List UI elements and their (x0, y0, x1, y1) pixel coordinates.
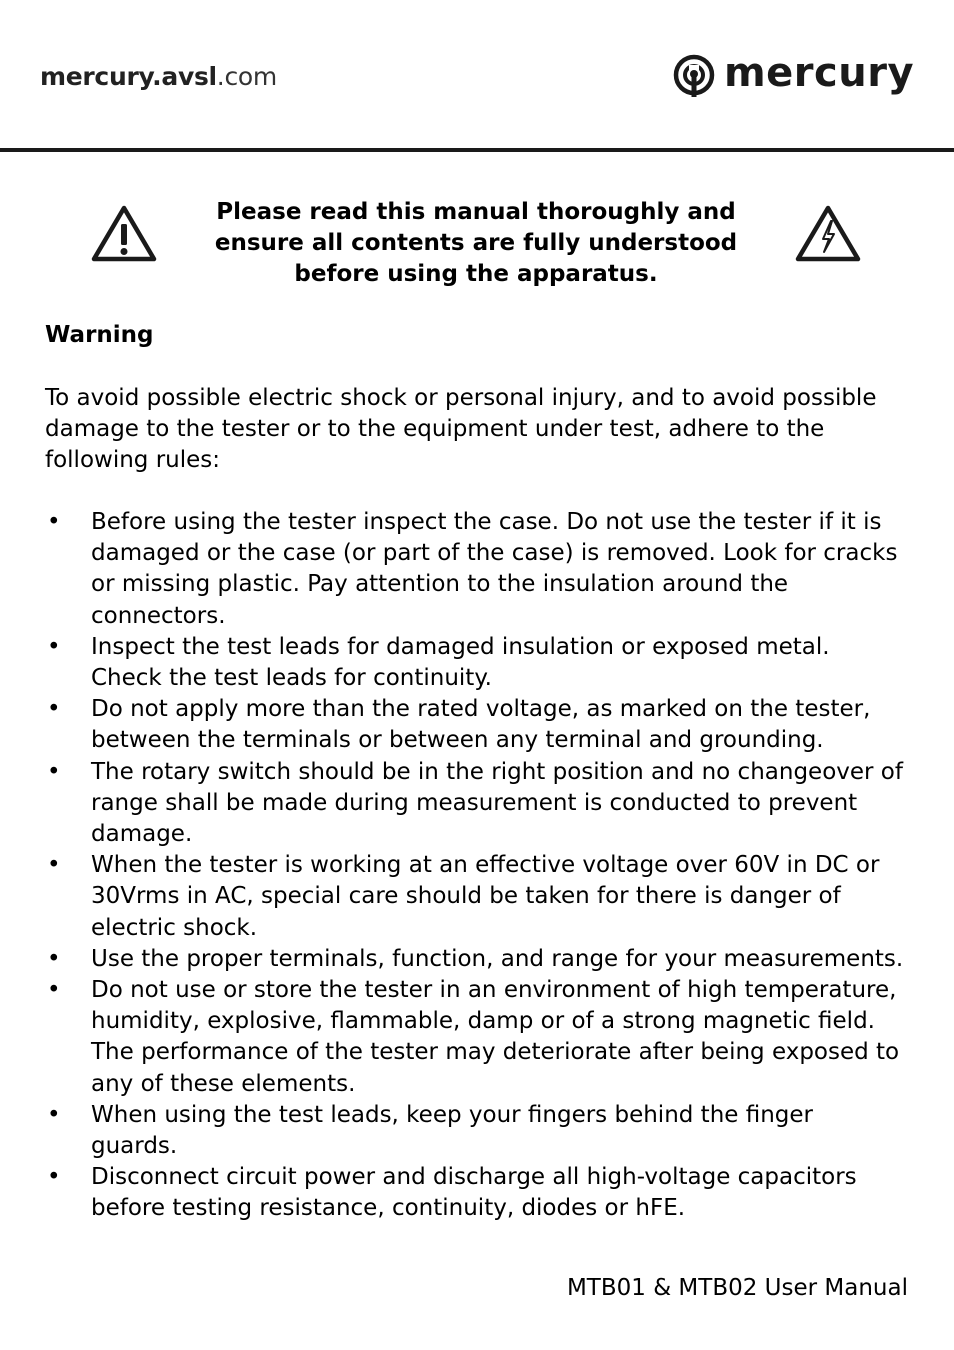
list-item (45, 632, 905, 694)
rule-line: damage. (91, 821, 193, 848)
rule-line: Do not apply more than the rated voltage, as marked on the tester, (91, 696, 871, 723)
rule-line: The performance of the tester may deteriorate after being exposed to (91, 1039, 900, 1066)
list-item (45, 1162, 905, 1224)
bullet: • (47, 945, 61, 972)
bullet: • (47, 1164, 61, 1191)
logo-text: mercury (724, 50, 915, 96)
intro-paragraph (45, 383, 885, 476)
notice-line: ensure all contents are fully understood (214, 230, 738, 256)
list-item (45, 850, 905, 944)
bullet: • (47, 696, 61, 723)
site-url-tld: .com (216, 62, 277, 91)
bullet: • (47, 509, 61, 535)
rule-line: Do not use or store the tester in an environment of high temperature, (91, 977, 897, 1004)
document-footer: MTB01 & MTB02 User Manual (566, 1275, 908, 1301)
rule-line: When using the test leads, keep your fingers behind the finger guards. (91, 1101, 814, 1160)
rule-line: before testing resistance, continuity, diodes or hFE. (91, 1195, 686, 1222)
intro-line: damage to the tester or to the equipment under test, adhere to the (45, 416, 825, 442)
notice-line: Please read this manual thoroughly and (216, 199, 736, 225)
rule-line: Before using the tester inspect the case. Do not use the tester if it is (91, 509, 882, 535)
site-url-domain: mercury.avsl (40, 62, 217, 91)
safety-notice (200, 197, 752, 290)
site-url (40, 62, 277, 91)
mercury-logo-icon (672, 53, 716, 99)
rule-line: range shall be made during measurement is conducted to prevent (91, 789, 858, 816)
list-item (45, 507, 905, 632)
bullet: • (47, 1101, 61, 1128)
list-item (45, 944, 905, 975)
high-voltage-triangle-icon (794, 204, 862, 264)
bullet: • (47, 758, 61, 785)
rule-line: damaged or the case (or part of the case) is removed. Look for cracks (91, 540, 898, 567)
rule-line: connectors. (91, 602, 226, 629)
rule-line: The rotary switch should be in the right position and no changeover of (91, 758, 903, 785)
rule-line: humidity, explosive, flammable, damp or of a strong magnetic field. (91, 1008, 875, 1035)
intro-line: following rules: (45, 447, 221, 473)
rule-line: Disconnect circuit power and discharge all high-voltage capacitors (91, 1164, 857, 1191)
list-item (45, 1100, 905, 1162)
rule-line: any of these elements. (91, 1070, 356, 1097)
rule-line: 30Vrms in AC, special care should be taken for there is danger of (91, 883, 841, 910)
list-item (45, 975, 905, 1100)
mercury-logo (672, 52, 914, 100)
rule-line: Inspect the test leads for damaged insulation or exposed metal. (91, 633, 830, 660)
bullet: • (47, 977, 61, 1004)
rule-line: When the tester is working at an effective voltage over 60V in DC or (91, 852, 880, 879)
list-item (45, 694, 905, 756)
rule-line: or missing plastic. Pay attention to the insulation around the (91, 571, 789, 598)
bullet: • (47, 633, 61, 660)
list-item (45, 757, 905, 851)
rule-line: electric shock. (91, 914, 258, 941)
rule-line: Check the test leads for continuity. (91, 665, 492, 692)
warning-triangle-icon (90, 204, 158, 264)
rule-line: between the terminals or between any terminal and grounding. (91, 727, 824, 754)
notice-line: before using the apparatus. (294, 261, 658, 287)
intro-line: To avoid possible electric shock or personal injury, and to avoid possible (45, 385, 877, 411)
bullet: • (47, 852, 61, 879)
rule-line: Use the proper terminals, function, and range for your measurements. (91, 945, 904, 972)
section-heading: Warning (45, 322, 154, 348)
header-divider (0, 148, 954, 152)
safety-rules-list (45, 507, 905, 1225)
